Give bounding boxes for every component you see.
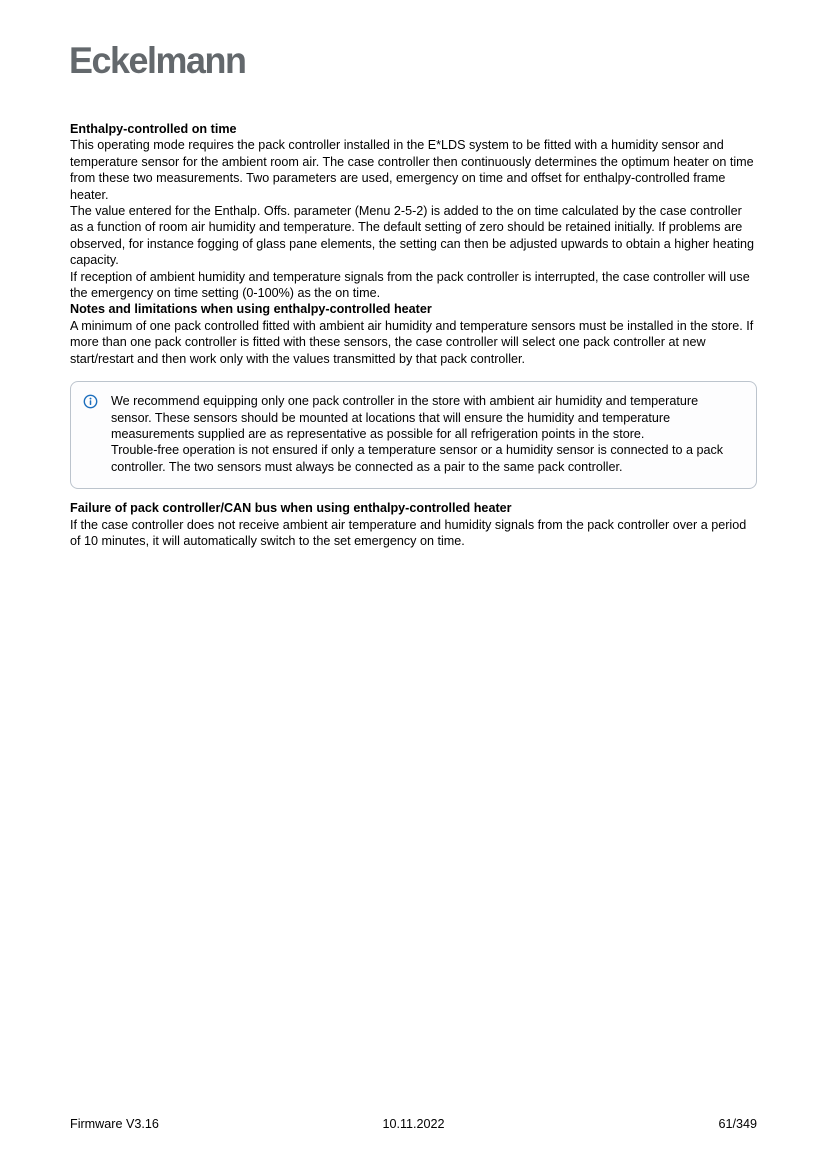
paragraph: This operating mode requires the pack controller installed in the E*LDS system to be fitted with a humidity sensor and temperature sensor for the ambient room air. The case controller then continuously determines the optimum heater on time from these two measurements. Two parameters are used, emergency on time and offset for enthalpy-controlled frame heater. — [70, 138, 754, 202]
note-text — [111, 393, 742, 475]
info-icon — [83, 394, 98, 409]
paragraph: If the case controller does not receive ambient air temperature and humidity signals from the pack controller over a period of 10 minutes, it will automatically switch to the set emergency on time. — [70, 517, 747, 548]
paragraph: A minimum of one pack controlled fitted with ambient air humidity and temperature sensors must be installed in the store. If more than one pack controller is fitted with these sensors, the case controller will select one pack controller at new start/restart and then work only with the values transmitted by that pack controller. — [70, 318, 754, 366]
paragraph: The value entered for the Enthalp. Offs. parameter (Menu 2-5-2) is added to the on time calculated by the case controller as a function of room air humidity and temperature. The default setting of zero should be retained initially. If problems are observed, for instance fogging of glass pane elements, the setting can then be adjusted upwards to obtain a higher heating capacity. — [70, 204, 755, 268]
eckelmann-logo: Eckelmann — [69, 40, 246, 81]
page-content — [70, 121, 757, 549]
section-heading-notes-and-limitations: Notes and limitations when using enthalpy-controlled heater — [70, 302, 432, 317]
note-paragraph: Trouble-free operation is not ensured if only a temperature sensor or a humidity sensor is connected to a pack controller. The two sensors must always be connected as a pair to the same pack controller. — [111, 443, 724, 474]
section-heading-failure-of-pack-controller: Failure of pack controller/CAN bus when using enthalpy-controlled heater — [70, 501, 512, 516]
paragraph: If reception of ambient humidity and temperature signals from the pack controller is interrupted, the case controller will use the emergency on time setting (0-100%) as the on time. — [70, 269, 750, 301]
page-footer — [70, 1117, 757, 1131]
section-heading-enthalpy-controlled-on-time: Enthalpy-controlled on time — [70, 122, 237, 136]
info-note-box — [70, 381, 757, 489]
footer-page-number: 61/349 — [718, 1117, 757, 1131]
footer-firmware-version: Firmware V3.16 — [70, 1117, 159, 1131]
note-paragraph: We recommend equipping only one pack controller in the store with ambient air humidity and temperature sensor. These sensors should be mounted at locations that will ensure the humidity and temperature measurements supplied are as representative as possible for all refrigeration points in the store. — [111, 394, 699, 441]
footer-date: 10.11.2022 — [382, 1117, 445, 1131]
